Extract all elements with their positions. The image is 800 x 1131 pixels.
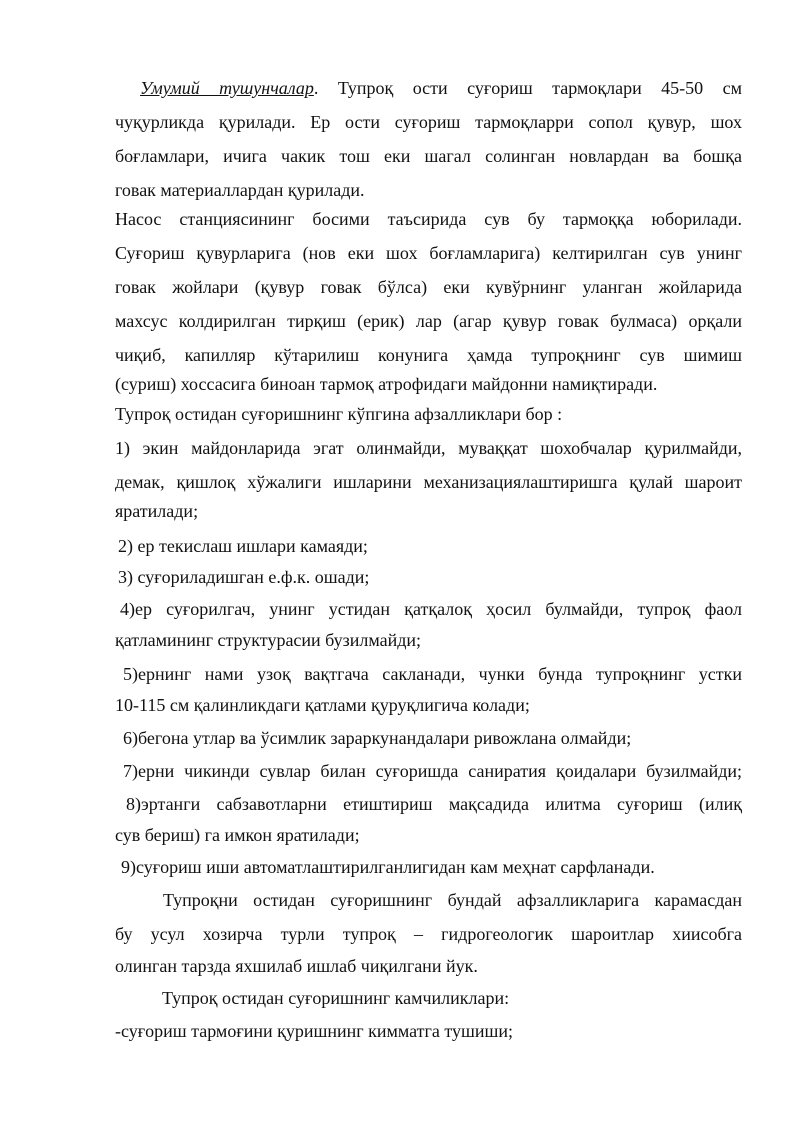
advantage-6: 6)бегона утлар ва ўсимлик зараркунандалари ривожлана олмайди; xyxy=(123,728,632,748)
advantage-9: 9)суғориш иши автоматлаштирилганлигидан кам меҳнат сарфланади. xyxy=(121,857,655,877)
pump-line-5: чиқиб, капилляр кўтарилиш конунига ҳамда тупроқнинг сув шимиш xyxy=(115,345,742,365)
conclusion-line-2: бу усул хозирча турли тупроқ – гидрогеологик шароитлар хиисобга xyxy=(115,924,742,944)
pump-line-3: говак жойлари (қувур говак бўлса) еки кувўрнинг уланган жойларида xyxy=(115,277,742,297)
pump-line-1: Насос станциясининг босими таъсирида сув бу тармоққа юборилади. xyxy=(115,209,742,229)
intro-line-1-text: . Тупроқ ости суғориш тармоқлари 45-50 см xyxy=(313,78,742,98)
intro-line-4: говак материаллардан қурилади. xyxy=(115,180,365,200)
advantage-1-line-3: яратилади; xyxy=(115,501,199,521)
intro-line-3: боғламлари, ичига чакик тош еки шагал солинган новлардан ва бошқа xyxy=(115,146,742,166)
advantage-4-line-1: 4)ер суғорилгач, унинг устидан қатқалоқ ҳосил булмайди, тупроқ фаол xyxy=(120,599,742,619)
intro-heading: Умумий тушунчалар xyxy=(140,78,314,98)
advantage-1-line-1: 1) экин майдонларида эгат олинмайди, муваққат шохобчалар қурилмайди, xyxy=(115,438,742,458)
advantage-1-line-2: демак, қишлоқ хўжалиги ишларини механизациялаштиришга қулай шароит xyxy=(115,472,742,492)
pump-line-4: махсус колдирилган тирқиш (ерик) лар (агар қувур говак булмаса) орқали xyxy=(115,311,742,331)
advantage-2: 2) ер текислаш ишлари камаяди; xyxy=(118,536,368,556)
advantage-5-line-1: 5)ернинг нами узоқ вақтгача сакланади, чунки бунда тупроқнинг устки xyxy=(123,664,742,684)
advantage-5-line-2: 10-115 см қалинликдаги қатлами қуруқлигича колади; xyxy=(115,695,530,715)
disadvantage-1: -суғориш тармоғини қуришнинг кимматга тушиши; xyxy=(115,1021,514,1041)
advantage-7: 7)ерни чикинди сувлар билан суғоришда саниратия қоидалари бузилмайди; xyxy=(123,761,742,781)
intro-line-1 xyxy=(140,77,742,99)
advantage-8-line-2: сув бериш) га имкон яратилади; xyxy=(115,825,360,845)
pump-line-6: (суриш) хоссасига биноан тармоқ атрофидаги майдонни намиқтиради. xyxy=(115,374,658,394)
advantage-4-line-2: қатламининг структурасии бузилмайди; xyxy=(115,630,422,650)
conclusion-line-3: олинган тарзда яхшилаб ишлаб чиқилгани йук. xyxy=(115,956,478,976)
conclusion-line-1: Тупроқни остидан суғоришнинг бундай афзалликларига карамасдан xyxy=(163,890,742,910)
advantage-8-line-1: 8)эртанги сабзавотларни етиштириш мақсадида илитма суғориш (илиқ xyxy=(126,794,742,814)
disadvantages-heading: Тупроқ остидан суғоришнинг камчиликлари: xyxy=(162,988,510,1008)
pump-line-2: Суғориш қувурларига (нов еки шох боғламларига) келтирилган сув унинг xyxy=(115,243,742,263)
intro-line-2: чуқурликда қурилади. Ер ости суғориш тармоқларри сопол қувур, шох xyxy=(115,112,742,132)
advantage-3: 3) суғориладишган е.ф.к. ошади; xyxy=(118,567,370,587)
advantages-heading: Тупроқ остидан суғоришнинг кўпгина афзалликлари бор : xyxy=(115,404,563,424)
